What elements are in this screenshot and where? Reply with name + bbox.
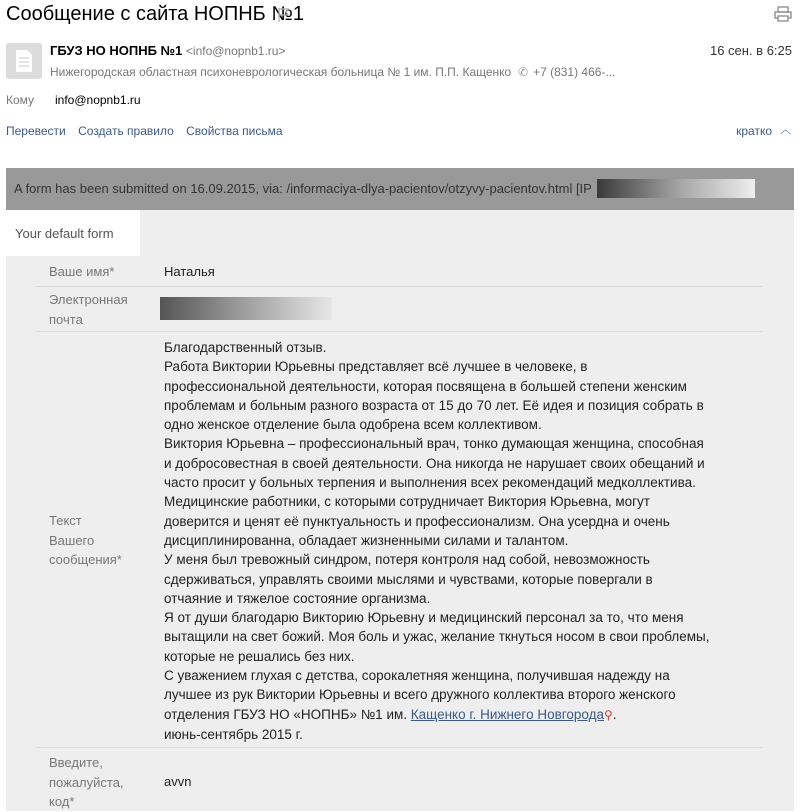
sender[interactable] <box>50 43 285 58</box>
form-tab-label: Your default form <box>15 226 114 241</box>
message-label-line: Текст <box>49 513 82 528</box>
sender-organization: Нижегородская областная психоневрологическая больница № 1 им. П.П. Кащенко <box>50 65 512 79</box>
message-label-line: сообщения* <box>49 552 122 567</box>
print-icon[interactable] <box>774 6 792 22</box>
message-line-text: отделения ГБУЗ НО «НОПНБ» №1 им. <box>164 706 411 722</box>
map-pin-icon[interactable]: ⚲ <box>604 707 613 722</box>
code-label <box>49 753 124 812</box>
message-line: проблемам и больным разного возраста от 15 до 70 лет. Её идея и позиция собрать в <box>164 397 704 413</box>
map-link[interactable]: Кащенко г. Нижнего Новгорода <box>410 706 604 722</box>
code-label-line: Введите, <box>49 755 103 770</box>
properties-link[interactable]: Свойства письма <box>186 124 283 138</box>
redacted-email <box>160 297 332 320</box>
message-line: отчаяние и тяжелое состояние организма. <box>164 590 431 606</box>
to-address[interactable]: info@nopnb1.ru <box>55 93 141 107</box>
name-label: Ваше имя* <box>49 264 115 279</box>
redacted-ip <box>597 179 755 198</box>
code-value: avvn <box>164 774 192 789</box>
message-label-line: Вашего <box>49 532 95 548</box>
email-date: 16 сен. в 6:25 <box>709 43 792 58</box>
message-line: Я от души благодарю Викторию Юрьевну и медицинский персонал за то, что меня <box>164 610 684 626</box>
message-line: лучшее из рук Виктории Юрьевны и всего дружного коллектива второго женского <box>164 687 676 703</box>
message-line: Благодарственный отзыв. <box>164 340 327 355</box>
message-line: сдерживаться, управлять своими мыслями и чувствами, которые повергали в <box>164 571 653 587</box>
row-divider <box>36 286 762 287</box>
row-divider <box>36 331 762 332</box>
sender-address: <info@nopnb1.ru> <box>185 44 286 58</box>
email-label <box>49 290 128 329</box>
message-line: доверится и ценят её пунктуальность и профессионализм. Она усердна и очень <box>164 513 670 529</box>
code-label-line: код* <box>49 794 75 809</box>
message-line: одно женское отделение была одобрена всем коллективом. <box>164 417 542 433</box>
translate-link[interactable]: Перевести <box>6 124 66 138</box>
message-line: которые не решались без них. <box>164 648 355 664</box>
email-label-line: Электронная <box>49 292 128 307</box>
phone-number: +7 (831) 466-... <box>533 65 616 79</box>
message-line-text: . <box>612 706 617 722</box>
create-rule-link[interactable]: Создать правило <box>78 124 174 138</box>
sender-avatar <box>6 43 42 79</box>
email-actions <box>6 124 292 138</box>
banner-text: A form has been submitted on 16.09.2015, via: /informaciya-dlya-pacientov/otzyvy-pacientov.html [IP <box>14 181 592 196</box>
message-line: У меня был тревожный синдром, потеря контроля над собой, невозможность <box>164 552 650 568</box>
message-line: Медицинские работники, с которыми сотрудничает Виктория Юрьевна, могут <box>164 494 650 510</box>
message-line: часто просит у больных терпения и выполнения всех рекомендаций медколлектива. <box>164 475 696 491</box>
message-text <box>164 338 764 744</box>
name-value: Наталья <box>164 264 215 279</box>
email-subject: Сообщение с сайта НОПНБ №1 <box>6 3 304 25</box>
message-line: Виктория Юрьевна – профессиональный врач, тонко думающая женщина, способная <box>164 436 704 452</box>
sender-name: ГБУЗ НО НОПНБ №1 <box>50 43 183 58</box>
message-line: профессиональной деятельности, которая посвящена в большей степени женским <box>164 378 687 394</box>
email-label-line: почта <box>49 311 83 327</box>
message-line <box>164 705 764 725</box>
message-line: дисциплинированна, обладает жизненными силами и талантом. <box>164 532 569 548</box>
chevron-up-icon[interactable]: ︿ <box>780 124 791 136</box>
message-label <box>49 511 122 570</box>
message-line: вытащили на свет божий. Моя боль и ужас, желание ткнуться носом в свои проблемы, <box>164 629 710 645</box>
document-icon <box>16 50 32 72</box>
sender-phone[interactable] <box>518 65 615 79</box>
to-label: Кому <box>6 93 35 107</box>
row-divider <box>36 747 762 748</box>
form-panel-top <box>140 210 794 256</box>
message-line: Работа Виктории Юрьевны представляет всё лучшее в человеке, в <box>164 359 588 375</box>
message-line: С уважением глухая с детства, сорокалетняя женщина, получившая надежду на <box>164 668 670 684</box>
message-line: июнь-сентябрь 2015 г. <box>164 726 303 742</box>
brief-toggle[interactable]: кратко <box>736 124 772 138</box>
flag-icon[interactable] <box>278 8 290 22</box>
code-label-line: пожалуйста, <box>49 774 124 790</box>
message-line: и добросовестная в своей деятельности. Она никогда не нарушает своих обещаний и <box>164 455 705 471</box>
form-tab[interactable] <box>6 210 140 256</box>
phone-icon: ✆ <box>518 65 529 79</box>
